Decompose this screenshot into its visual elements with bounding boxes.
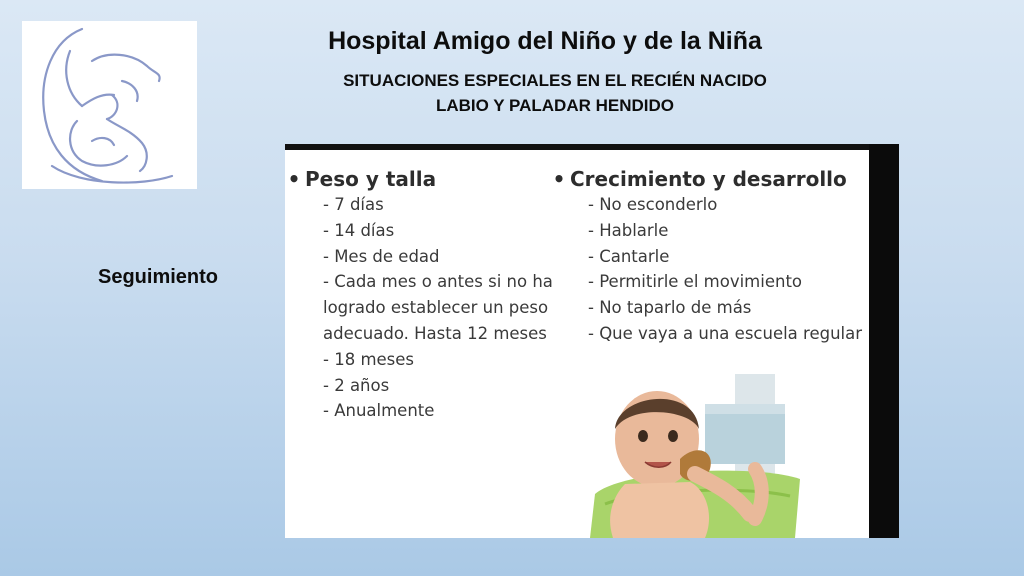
list-item: - Que vaya a una escuela regular bbox=[588, 323, 863, 343]
left-column-heading bbox=[285, 166, 565, 192]
list-item: - 7 días bbox=[323, 195, 384, 214]
content-panel bbox=[285, 144, 899, 538]
list-item: - Permitirle el movimiento bbox=[588, 272, 803, 292]
right-column bbox=[550, 166, 870, 347]
mother-baby-logo-icon bbox=[22, 21, 197, 189]
list-item: - Mes de edad bbox=[323, 246, 440, 266]
section-label: Seguimiento bbox=[98, 266, 219, 288]
list-item: - Hablarle bbox=[588, 220, 669, 240]
bullet-icon: • bbox=[552, 167, 566, 191]
panel-top-border bbox=[285, 144, 899, 150]
right-heading-text: Crecimiento y desarrollo bbox=[570, 167, 847, 191]
list-item: - No esconderlo bbox=[588, 195, 718, 214]
panel-right-border bbox=[869, 144, 899, 538]
page-title: Hospital Amigo del Niño y de la Niña bbox=[328, 27, 762, 55]
list-item: adecuado. Hasta 12 meses bbox=[323, 323, 547, 343]
list-item: - 18 meses bbox=[323, 349, 415, 369]
baby-in-bath-photo bbox=[585, 374, 805, 538]
subtitle-line-2: LABIO Y PALADAR HENDIDO bbox=[435, 96, 675, 115]
left-column bbox=[285, 166, 565, 424]
list-item: - Cantarle bbox=[588, 246, 670, 266]
list-item: - Anualmente bbox=[323, 401, 435, 421]
bullet-icon: • bbox=[287, 167, 301, 191]
left-item-list bbox=[285, 192, 565, 424]
list-item: - 2 años bbox=[323, 375, 390, 395]
subtitle-line-1: SITUACIONES ESPECIALES EN EL RECIÉN NACIDO bbox=[343, 71, 767, 90]
hospital-logo bbox=[22, 21, 197, 189]
list-item: - No taparlo de más bbox=[588, 298, 752, 318]
list-item: - Cada mes o antes si no ha bbox=[323, 272, 553, 292]
right-column-heading bbox=[550, 166, 870, 192]
list-item: - 14 días bbox=[323, 220, 395, 240]
list-item: logrado establecer un peso bbox=[323, 298, 549, 318]
right-item-list bbox=[550, 192, 870, 347]
left-heading-text: Peso y talla bbox=[305, 167, 437, 191]
